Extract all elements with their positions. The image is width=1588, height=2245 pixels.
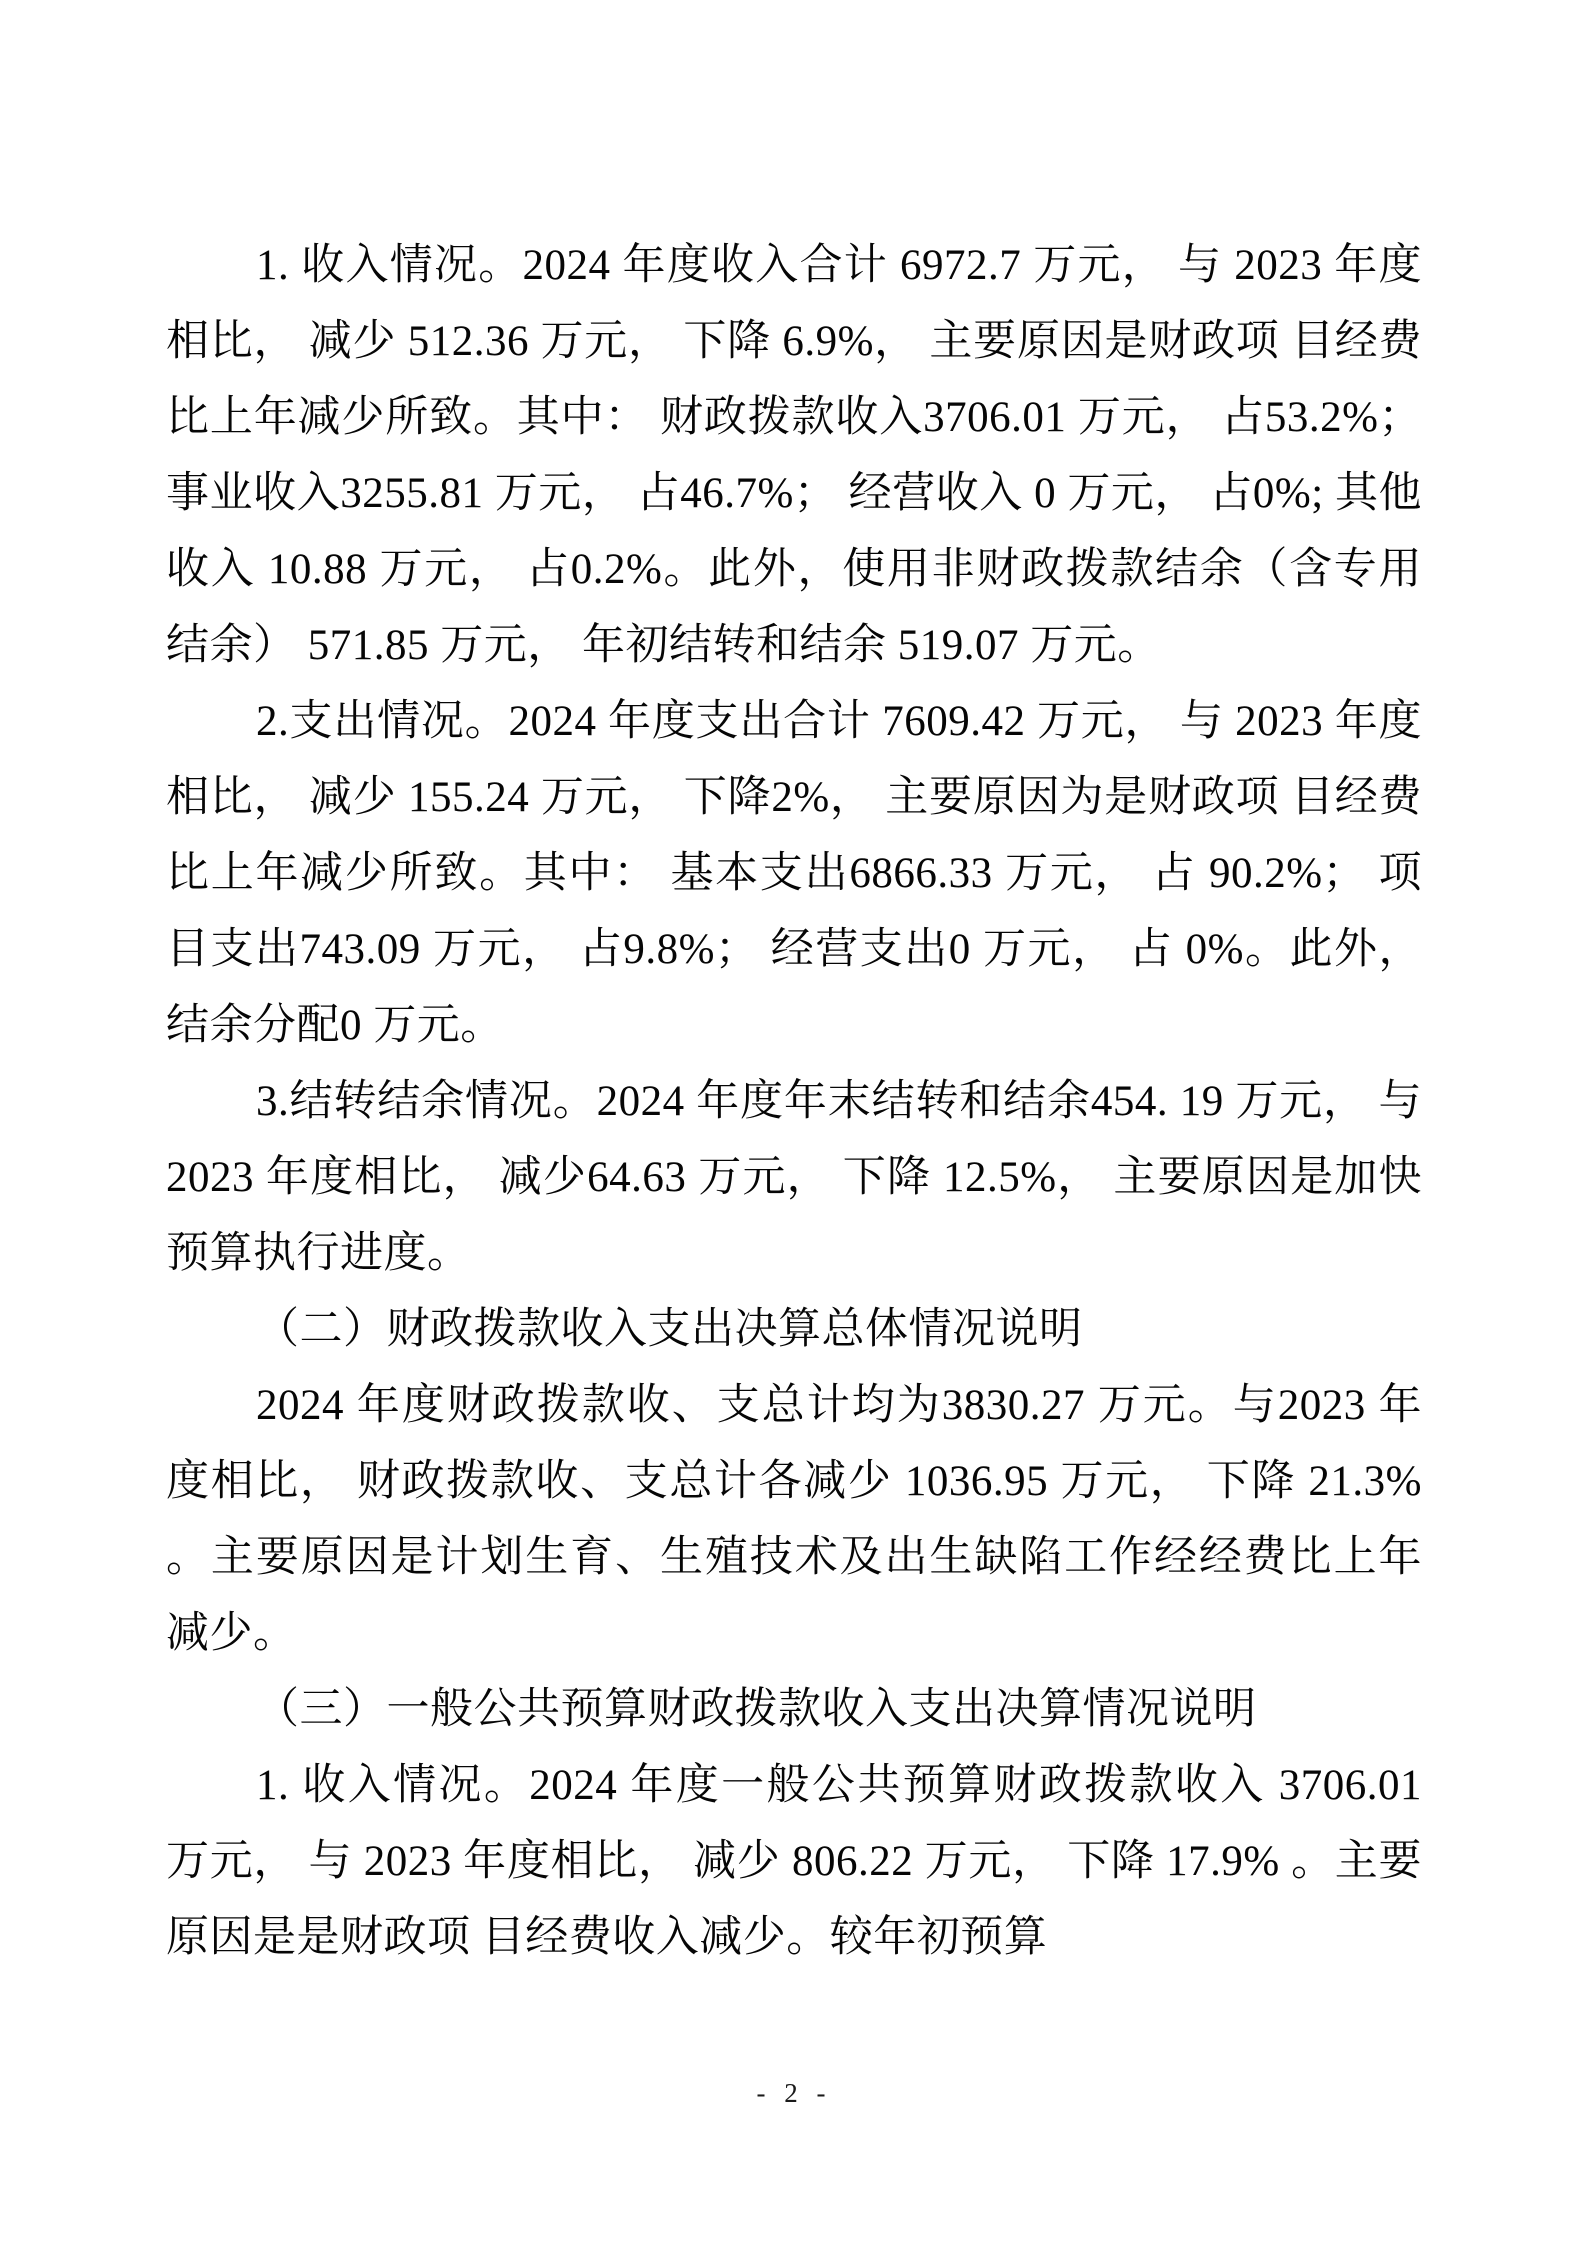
section-heading-general-public-budget: （三）一般公共预算财政拨款收入支出决算情况说明 <box>256 1686 1257 1733</box>
paragraph-general-budget-income: 1. 收入情况。2024 年度一般公共预算财政拨款收入 3706.01 万元， 与 2023 年度相比， 减少 806.22 万元， 下降 17.9% 。主要原因是是财政项 目经费收入减少。较年初预算 <box>166 1762 1422 1961</box>
section-heading-fiscal-appropriation: （二）财政拨款收入支出决算总体情况说明 <box>256 1306 1083 1353</box>
page-number: - 2 - <box>756 2078 832 2108</box>
paragraph-carryover-balance: 3.结转结余情况。2024 年度年末结转和结余454. 19 万元， 与 2023 年度相比， 减少64.63 万元， 下降 12.5%， 主要原因是加快预算执行进度。 <box>166 1078 1422 1277</box>
paragraph-fiscal-appropriation-total: 2024 年度财政拨款收、支总计均为3830.27 万元。与2023 年度相比， 财政拨款收、支总计各减少 1036.95 万元， 下降 21.3% 。主要原因是计划生育、生殖技术及出生缺陷工作经经费比上年减少。 <box>166 1382 1422 1657</box>
paragraph-income-overview: 1. 收入情况。2024 年度收入合计 6972.7 万元， 与 2023 年度相比， 减少 512.36 万元， 下降 6.9%， 主要原因是财政项 目经费比上年减少所致。其中： 财政拨款收入3706.01 万元， 占53.2%； 事业收入3255.81 万元， 占46.7%； 经营收入 0 万元， 占0%; 其他收入 10.88 万元， 占0.2%。此外，使用非财政拨款结余（含专用结余） 571.85 万元， 年初结转和结余 519.07 万元。 <box>166 242 1422 669</box>
paragraph-expenditure-overview: 2.支出情况。2024 年度支出合计 7609.42 万元， 与 2023 年度相比， 减少 155.24 万元， 下降2%， 主要原因为是财政项 目经费比上年减少所致。其中： 基本支出6866.33 万元， 占 90.2%； 项 目支出743.09 万元， 占9.8%； 经营支出0 万元， 占 0%。此外， 结余分配0 万元。 <box>166 698 1422 1049</box>
document-body <box>166 228 1422 1976</box>
